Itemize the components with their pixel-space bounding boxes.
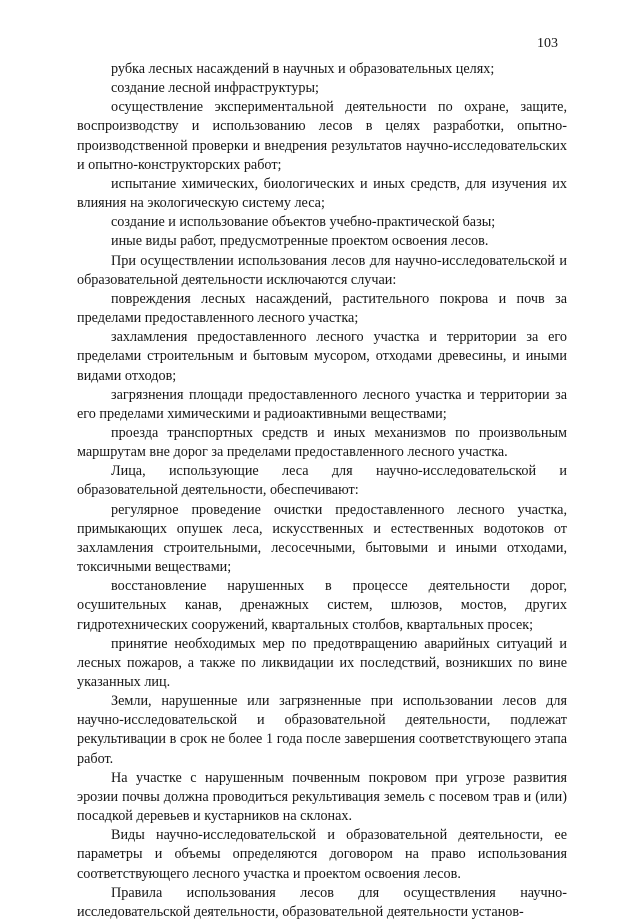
- paragraph: Виды научно-исследовательской и образовательной деятельности, ее параметры и объемы определяются договором на право использования соответствующего лесного участка и проектом освоения лесов.: [77, 827, 567, 882]
- body-text: [77, 60, 567, 922]
- paragraph: осуществление экспериментальной деятельности по охране, защите, воспроизводству и использованию лесов в целях разработки, опытно-производственной проверки и внедрения результатов научно-исследовательских и опытно-конструкторских работ;: [77, 99, 567, 173]
- paragraph: проезда транспортных средств и иных механизмов по произвольным маршрутам вне дорог за пределами предоставленного лесного участка.: [77, 424, 567, 461]
- paragraph: При осуществлении использования лесов для научно-исследовательской и образовательной деятельности исключаются случаи:: [77, 252, 567, 288]
- paragraph: загрязнения площади предоставленного лесного участка и территории за его пределами химическими и радиоактивными веществами;: [77, 386, 567, 422]
- paragraph: захламления предоставленного лесного участка и территории за его пределами строительным и бытовым мусором, отходами древесины, и иными видами отходов;: [77, 329, 567, 384]
- paragraph: повреждения лесных насаждений, растительного покрова и почв за пределами предоставленного лесного участка;: [77, 290, 567, 327]
- paragraph: восстановление нарушенных в процессе деятельности дорог, осушительных канав, дренажных систем, шлюзов, мостов, других гидротехнических сооружений, квартальных столбов, квартальных просек;: [77, 578, 567, 633]
- paragraph: создание и использование объектов учебно-практической базы;: [111, 214, 496, 231]
- paragraph: иные виды работ, предусмотренные проектом освоения лесов.: [111, 233, 489, 250]
- paragraph: принятие необходимых мер по предотвращению аварийных ситуаций и лесных пожаров, а также по ликвидации их последствий, возникших по вине указанных лиц.: [77, 635, 567, 690]
- paragraph: создание лесной инфраструктуры;: [111, 80, 319, 97]
- paragraph: регулярное проведение очистки предоставленного лесного участка, примыкающих опушек леса, искусственных и естественных водотоков от захламления строительными, лесосечными, бытовыми и иными отходами, токсичными веществами;: [77, 501, 567, 576]
- paragraph: испытание химических, биологических и иных средств, для изучения их влияния на экологическую систему леса;: [77, 175, 567, 212]
- paragraph: Правила использования лесов для осуществления научно-исследовательской деятельности, образовательной деятельности установ-: [77, 884, 567, 920]
- page-number: 103: [537, 36, 558, 51]
- paragraph: Земли, нарушенные или загрязненные при использовании лесов для научно-исследовательской и образовательной деятельности, подлежат рекультивации в срок не более 1 года после завершения соответствующего этапа работ.: [77, 693, 567, 767]
- paragraph: Лица, использующие леса для научно-исследовательской и образовательной деятельности, обеспечивают:: [77, 463, 567, 499]
- paragraph: рубка лесных насаждений в научных и образовательных целях;: [111, 61, 495, 77]
- paragraph: На участке с нарушенным почвенным покровом при угрозе развития эрозии почвы должна проводиться рекультивация земель с посевом трав и (или) посадкой деревьев и кустарников на склонах.: [77, 769, 567, 825]
